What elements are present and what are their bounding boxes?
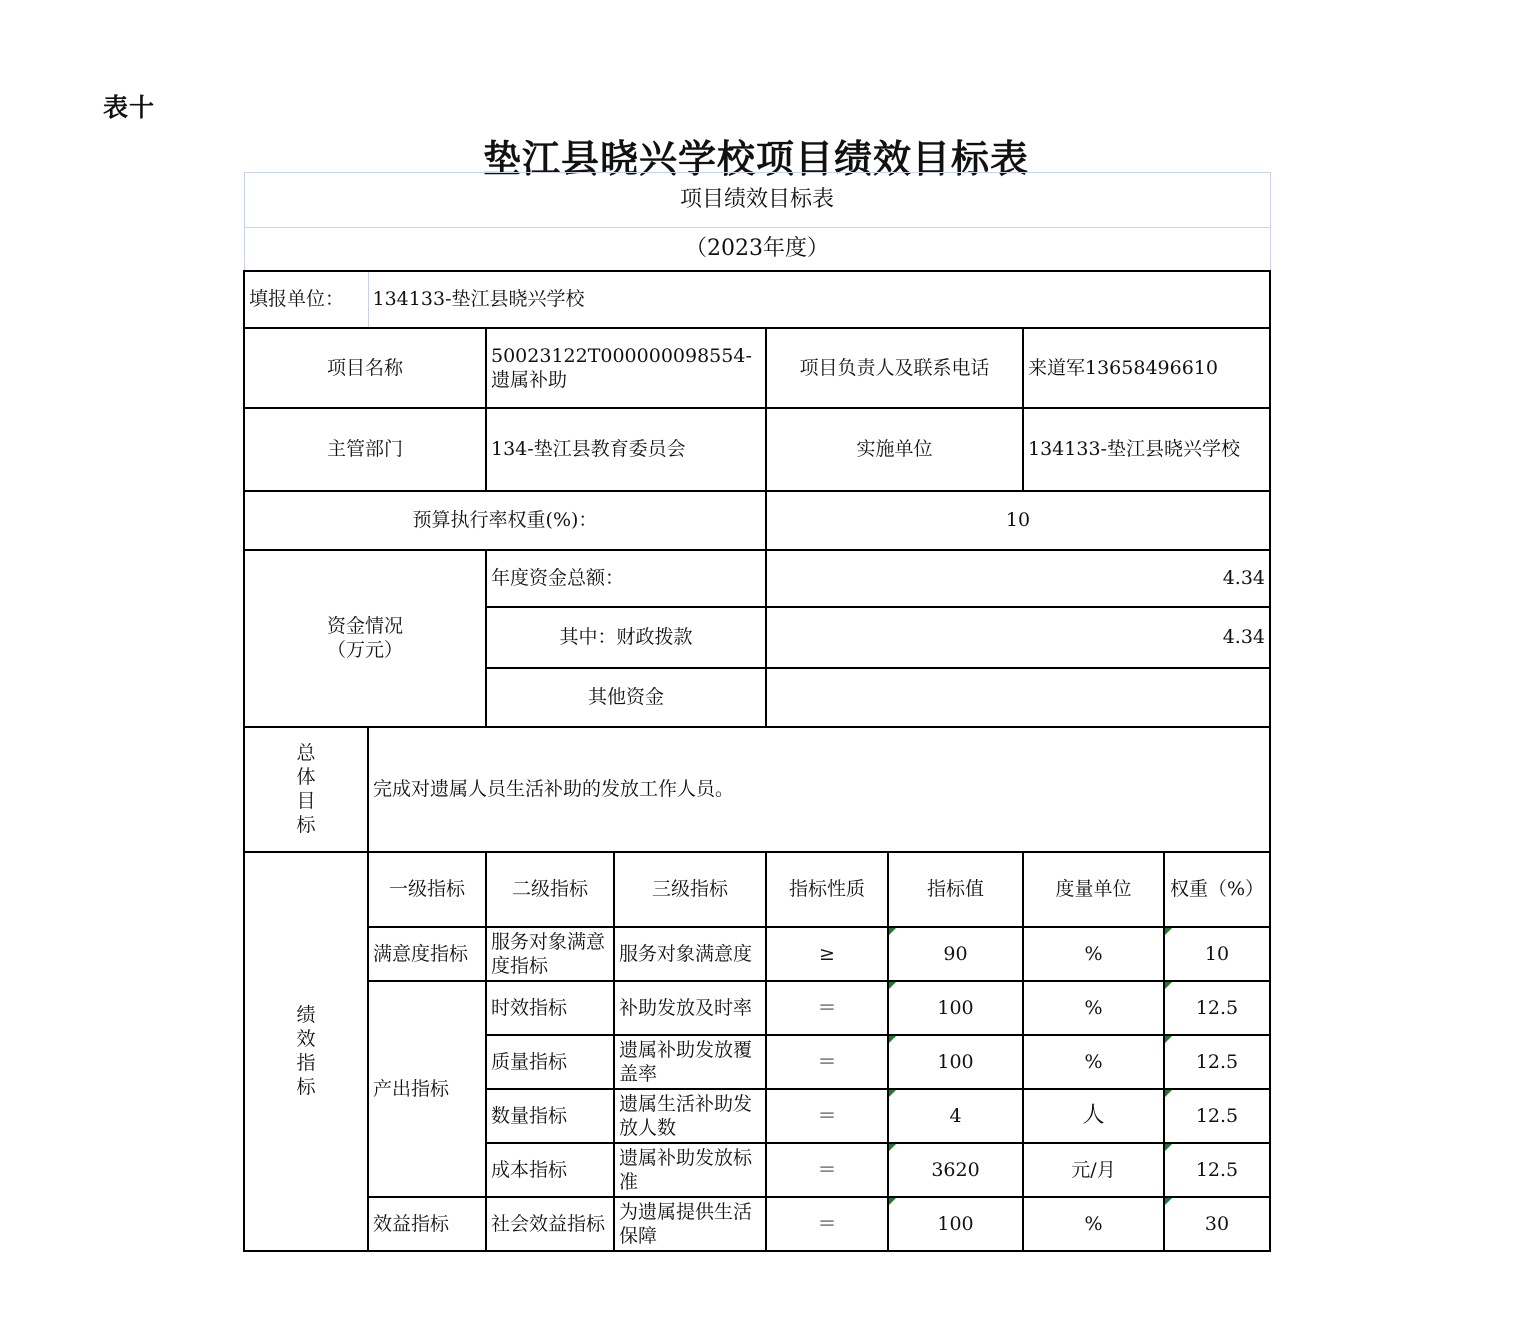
header-level1: 一级指标 <box>368 852 486 927</box>
project-name-label: 项目名称 <box>244 328 486 408</box>
table-year: （2023年度） <box>244 228 1270 271</box>
funds-total-label: 年度资金总额： <box>486 550 766 607</box>
indicators-char: 标 <box>296 1076 316 1098</box>
level1-satisfaction: 满意度指标 <box>368 927 486 981</box>
budget-weight-value: 10 <box>766 491 1270 550</box>
value-cell: 100 <box>888 1197 1023 1251</box>
impl-unit-label: 实施单位 <box>766 408 1023 491</box>
nature-cell: ＝ <box>766 981 888 1035</box>
overall-goal-char: 标 <box>296 814 316 836</box>
funds-label <box>244 550 486 727</box>
level2-cell: 时效指标 <box>486 981 614 1035</box>
weight-cell: 12.5 <box>1164 1035 1270 1089</box>
nature-cell: ＝ <box>766 1143 888 1197</box>
header-nature: 指标性质 <box>766 852 888 927</box>
value-cell: 100 <box>888 981 1023 1035</box>
level2-cell: 质量指标 <box>486 1035 614 1089</box>
header-unit: 度量单位 <box>1023 852 1164 927</box>
level1-output: 产出指标 <box>368 981 486 1197</box>
level3-cell: 服务对象满意度 <box>614 927 766 981</box>
level3-cell: 遗属补助发放标准 <box>614 1143 766 1197</box>
overall-goal-text: 完成对遗属人员生活补助的发放工作人员。 <box>368 727 1270 852</box>
unit-cell: % <box>1023 927 1164 981</box>
overall-goal-char: 目 <box>296 790 316 812</box>
level2-cell: 数量指标 <box>486 1089 614 1143</box>
unit-cell: % <box>1023 981 1164 1035</box>
table-row <box>244 1197 1270 1251</box>
level1-benefit: 效益指标 <box>368 1197 486 1251</box>
unit-cell: % <box>1023 1035 1164 1089</box>
overall-goal-char: 总 <box>296 742 316 764</box>
unit-cell: 元/月 <box>1023 1143 1164 1197</box>
overall-goal-char: 体 <box>296 766 316 788</box>
level2-cell: 服务对象满意度指标 <box>486 927 614 981</box>
indicators-char: 绩 <box>296 1004 316 1026</box>
level3-cell: 遗属补助发放覆盖率 <box>614 1035 766 1089</box>
weight-cell: 12.5 <box>1164 981 1270 1035</box>
level2-cell: 成本指标 <box>486 1143 614 1197</box>
indicators-label <box>244 852 368 1251</box>
performance-target-table <box>243 172 1271 1252</box>
dept-label: 主管部门 <box>244 408 486 491</box>
nature-cell: ＝ <box>766 1035 888 1089</box>
fill-unit-value: 134133-垫江县晓兴学校 <box>368 271 1270 328</box>
level2-cell: 社会效益指标 <box>486 1197 614 1251</box>
funds-label-line2: （万元） <box>326 639 403 661</box>
value-cell: 3620 <box>888 1143 1023 1197</box>
unit-cell: 人 <box>1023 1089 1164 1143</box>
table-subtitle: 项目绩效目标表 <box>244 173 1270 228</box>
nature-cell: ≥ <box>766 927 888 981</box>
project-owner-value: 来道军13658496610 <box>1023 328 1270 408</box>
header-level2: 二级指标 <box>486 852 614 927</box>
fill-unit-label: 填报单位： <box>244 271 368 328</box>
weight-cell: 12.5 <box>1164 1089 1270 1143</box>
level3-cell: 补助发放及时率 <box>614 981 766 1035</box>
value-cell: 100 <box>888 1035 1023 1089</box>
level3-cell: 为遗属提供生活保障 <box>614 1197 766 1251</box>
funds-fiscal-value: 4.34 <box>766 607 1270 668</box>
overall-goal-label <box>244 727 368 852</box>
document-title: 垫江县晓兴学校项目绩效目标表 <box>482 136 1029 181</box>
level3-cell: 遗属生活补助发放人数 <box>614 1089 766 1143</box>
header-weight: 权重（%） <box>1164 852 1270 927</box>
indicators-char: 效 <box>296 1028 316 1050</box>
header-level3: 三级指标 <box>614 852 766 927</box>
funds-fiscal-label: 其中：财政拨款 <box>486 607 766 668</box>
nature-cell: ＝ <box>766 1089 888 1143</box>
dept-value: 134-垫江县教育委员会 <box>486 408 766 491</box>
table-row <box>244 981 1270 1035</box>
unit-cell: % <box>1023 1197 1164 1251</box>
budget-weight-label: 预算执行率权重(%)： <box>244 491 766 550</box>
value-cell: 90 <box>888 927 1023 981</box>
project-owner-label: 项目负责人及联系电话 <box>766 328 1023 408</box>
funds-label-line1: 资金情况 <box>326 615 403 637</box>
funds-other-label: 其他资金 <box>486 668 766 727</box>
funds-total-value: 4.34 <box>766 550 1270 607</box>
indicators-char: 指 <box>296 1052 316 1074</box>
table-row <box>244 927 1270 981</box>
weight-cell: 10 <box>1164 927 1270 981</box>
nature-cell: ＝ <box>766 1197 888 1251</box>
project-name-value: 50023122T000000098554-遗属补助 <box>486 328 766 408</box>
weight-cell: 30 <box>1164 1197 1270 1251</box>
header-value: 指标值 <box>888 852 1023 927</box>
impl-unit-value: 134133-垫江县晓兴学校 <box>1023 408 1270 491</box>
weight-cell: 12.5 <box>1164 1143 1270 1197</box>
document-label: 表十 <box>103 93 156 122</box>
funds-other-value <box>766 668 1270 727</box>
value-cell: 4 <box>888 1089 1023 1143</box>
